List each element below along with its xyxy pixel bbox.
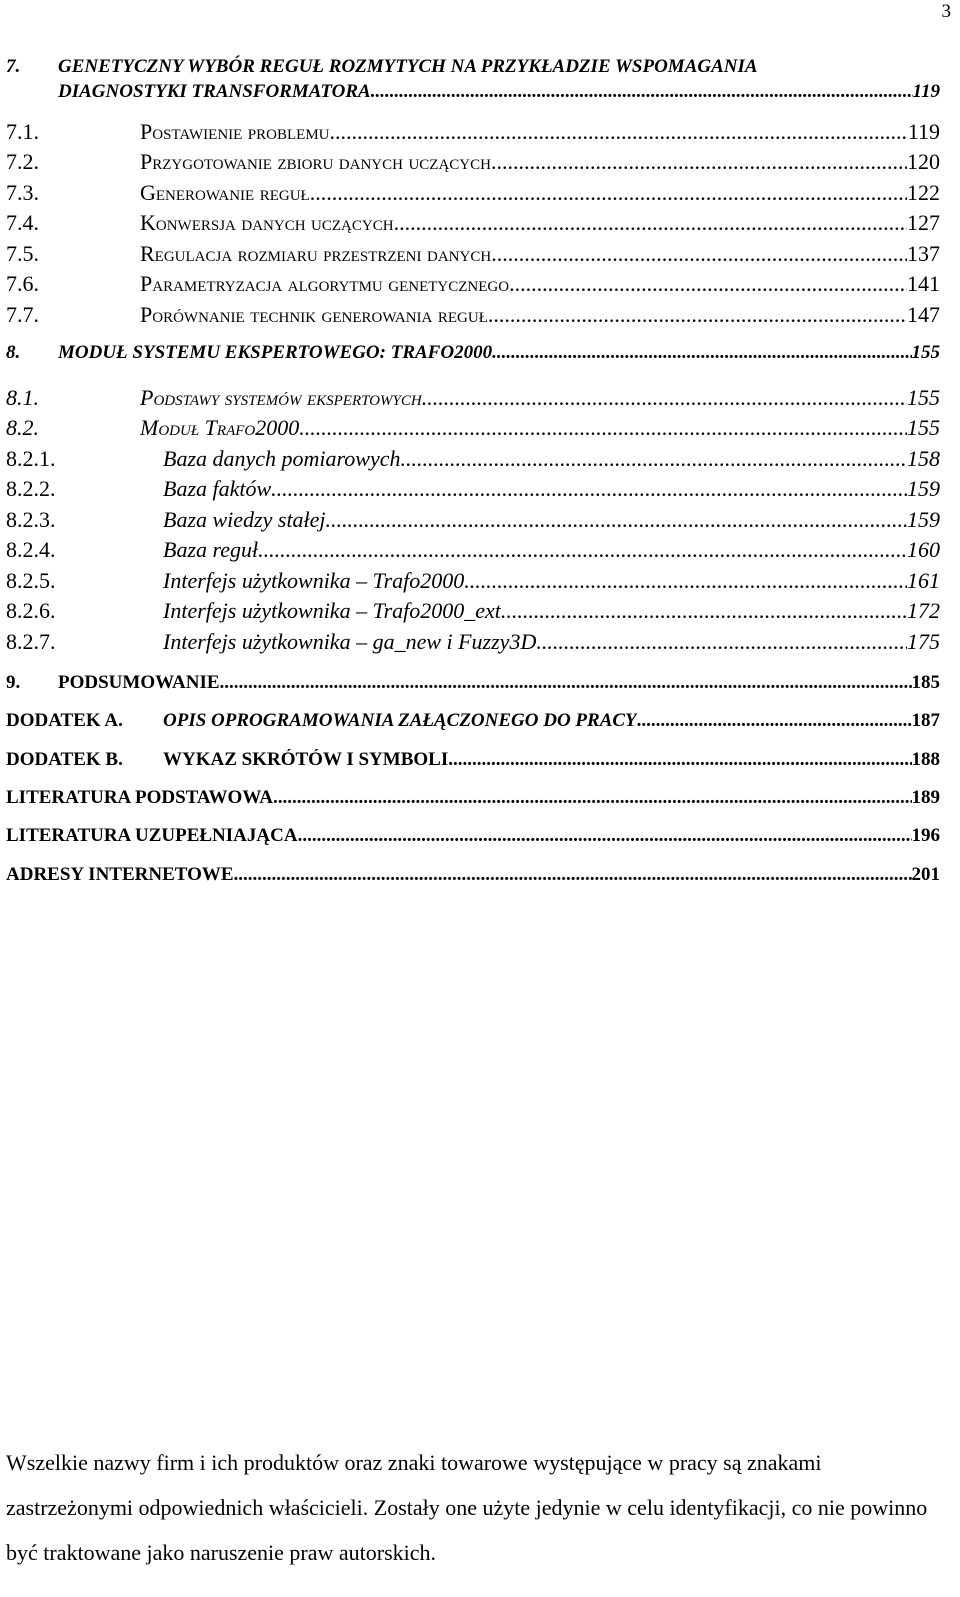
toc-number: 8.2.2. [6, 476, 56, 501]
toc-title: OPIS OPROGRAMOWANIA ZAŁĄCZONEGO DO PRACY [163, 710, 637, 731]
toc-title: Interfejs użytkownika – Trafo2000 [163, 568, 465, 593]
toc-entry-7-5[interactable] [0, 241, 940, 267]
toc-number: 7.4. [6, 210, 39, 235]
toc-page: 161 [907, 568, 940, 593]
toc-number: 8.2.4. [6, 537, 56, 562]
toc-number: 7. [6, 56, 21, 77]
toc-page: 160 [907, 537, 940, 562]
toc-number: DODATEK A. [6, 710, 123, 731]
dot-leader [298, 825, 912, 847]
toc-entry-8-1[interactable] [0, 385, 940, 411]
dot-leader [536, 629, 907, 655]
toc-page: 159 [907, 476, 940, 501]
toc-page: 147 [907, 302, 940, 327]
toc-entry-literature-basic[interactable] [0, 787, 940, 809]
toc-number: 8.2.5. [6, 568, 56, 593]
toc-title: Baza reguł [163, 537, 259, 562]
toc-title: Interfejs użytkownika – ga_new i Fuzzy3D [163, 629, 537, 654]
toc-entry-7-2[interactable] [0, 149, 940, 175]
toc-entry-8-2-7[interactable] [0, 629, 940, 655]
dot-leader [299, 415, 907, 441]
toc-number: 7.3. [6, 180, 39, 205]
dot-leader [501, 598, 907, 624]
toc-page: 189 [911, 787, 940, 808]
toc-page: 188 [911, 749, 940, 770]
dot-leader [464, 568, 907, 594]
toc-page: 120 [907, 149, 940, 174]
toc-page: 159 [907, 507, 940, 532]
dot-leader [258, 537, 907, 563]
toc-number: 8.2. [6, 415, 39, 440]
dot-leader [394, 210, 907, 236]
toc-title: Konwersja danych uczących [140, 210, 394, 235]
toc-entry-7-7[interactable] [0, 302, 940, 328]
dot-leader [509, 271, 907, 297]
toc-page: 122 [907, 180, 940, 205]
toc-page: 185 [911, 672, 940, 693]
toc-number: 7.6. [6, 271, 39, 296]
toc-entry-7-1[interactable] [0, 119, 940, 145]
dot-leader [491, 241, 907, 267]
dot-leader [492, 342, 911, 364]
toc-entry-appendix-a[interactable] [0, 710, 940, 732]
toc-title: WYKAZ SKRÓTÓW I SYMBOLI [163, 749, 449, 770]
toc-number: 7.7. [6, 302, 39, 327]
toc-title: Podstawy systemów ekspertowych [140, 385, 422, 410]
toc-title: GENETYCZNY WYBÓR REGUŁ ROZMYTYCH NA PRZYKŁADZIE WSPOMAGANIA [58, 56, 758, 77]
toc-entry-8-2-5[interactable] [0, 568, 940, 594]
dot-leader [220, 672, 912, 694]
toc-title: LITERATURA UZUPEŁNIAJĄCA [6, 825, 298, 846]
dot-leader [371, 81, 913, 103]
toc-page: 175 [907, 629, 940, 654]
toc-entry-7-4[interactable] [0, 210, 940, 236]
toc-title: MODUŁ SYSTEMU EKSPERTOWEGO: TRAFO2000 [58, 342, 493, 363]
toc-page: 172 [907, 598, 940, 623]
dot-leader [273, 787, 912, 809]
toc-number: 7.5. [6, 241, 39, 266]
toc-title: Postawienie problemu [140, 119, 330, 144]
toc-number: 8. [6, 342, 21, 363]
toc-entry-chapter-7[interactable] [0, 81, 940, 103]
dot-leader [491, 149, 907, 175]
toc-entry-chapter-9[interactable] [0, 672, 940, 694]
toc-title: Baza danych pomiarowych [163, 446, 401, 471]
toc-page: 196 [911, 825, 940, 846]
toc-number: 7.1. [6, 119, 39, 144]
dot-leader [637, 710, 912, 732]
toc-entry-internet[interactable] [0, 864, 940, 886]
toc-number: DODATEK B. [6, 749, 123, 770]
toc-entry-8-2-2[interactable] [0, 476, 940, 502]
toc-page: 155 [907, 385, 940, 410]
toc-number: 8.2.7. [6, 629, 56, 654]
toc-title: Generowanie reguł [140, 180, 310, 205]
toc-number: 8.2.1. [6, 446, 56, 471]
toc-title: LITERATURA PODSTAWOWA [6, 787, 273, 808]
toc-number: 8.1. [6, 385, 39, 410]
toc-page: 155 [907, 415, 940, 440]
dot-leader [448, 749, 911, 771]
dot-leader [330, 119, 908, 145]
dot-leader [422, 385, 907, 411]
toc-page: 201 [911, 864, 940, 885]
toc-page: 119 [907, 119, 940, 144]
toc-page: 127 [907, 210, 940, 235]
toc-page: 155 [911, 342, 940, 363]
toc-title: PODSUMOWANIE [58, 672, 220, 693]
toc-page: 158 [907, 446, 940, 471]
toc-title: Regulacja rozmiaru przestrzeni danych [140, 241, 492, 266]
page-number: 3 [941, 1, 951, 22]
toc-entry-8-2[interactable] [0, 415, 940, 441]
toc-number: 7.2. [6, 149, 39, 174]
toc-entry-8-2-3[interactable] [0, 507, 940, 533]
toc-title: Parametryzacja algorytmu genetycznego [140, 271, 510, 296]
toc-title: Baza wiedzy stałej [163, 507, 326, 532]
toc-number: 8.2.3. [6, 507, 56, 532]
toc-entry-8-2-6[interactable] [0, 598, 940, 624]
dot-leader [271, 476, 907, 502]
dot-leader [488, 302, 907, 328]
toc-entry-7-3[interactable] [0, 180, 940, 206]
toc-entry-appendix-b[interactable] [0, 749, 940, 771]
toc-entry-8-2-4[interactable] [0, 537, 940, 563]
toc-entry-literature-extra[interactable] [0, 825, 940, 847]
toc-entry-chapter-8[interactable] [0, 342, 940, 364]
toc-title: ADRESY INTERNETOWE [6, 864, 234, 885]
toc-number: 8.2.6. [6, 598, 56, 623]
toc-page: 137 [907, 241, 940, 266]
toc-page: 119 [912, 81, 940, 102]
dot-leader [326, 507, 907, 533]
dot-leader [400, 446, 907, 472]
toc-title: Moduł Trafo2000 [140, 415, 300, 440]
toc-entry-chapter-7-line1[interactable] [0, 56, 940, 80]
toc-title: Przygotowanie zbioru danych uczących [140, 149, 491, 174]
toc-entry-8-2-1[interactable] [0, 446, 940, 472]
trademark-note: Wszelkie nazwy firm i ich produktów oraz znaki towarowe występujące w pracy są znakami zastrzeżonymi odpowiednich właścicieli. Zostały one użyte jedynie w celu identyfikacji, co nie powinno być traktowane jako naruszenie praw autorskich. [6, 1450, 928, 1565]
toc-title: DIAGNOSTYKI TRANSFORMATORA [58, 81, 371, 102]
toc-number: 9. [6, 672, 21, 693]
toc-title: Baza faktów [163, 476, 272, 501]
toc-title: Interfejs użytkownika – Trafo2000_ext [163, 598, 501, 623]
toc-entry-7-6[interactable] [0, 271, 940, 297]
toc-page: 141 [907, 271, 940, 296]
dot-leader [234, 864, 912, 886]
toc-page: 187 [911, 710, 940, 731]
toc-title: Porównanie technik generowania reguł [140, 302, 488, 327]
dot-leader [310, 180, 907, 206]
